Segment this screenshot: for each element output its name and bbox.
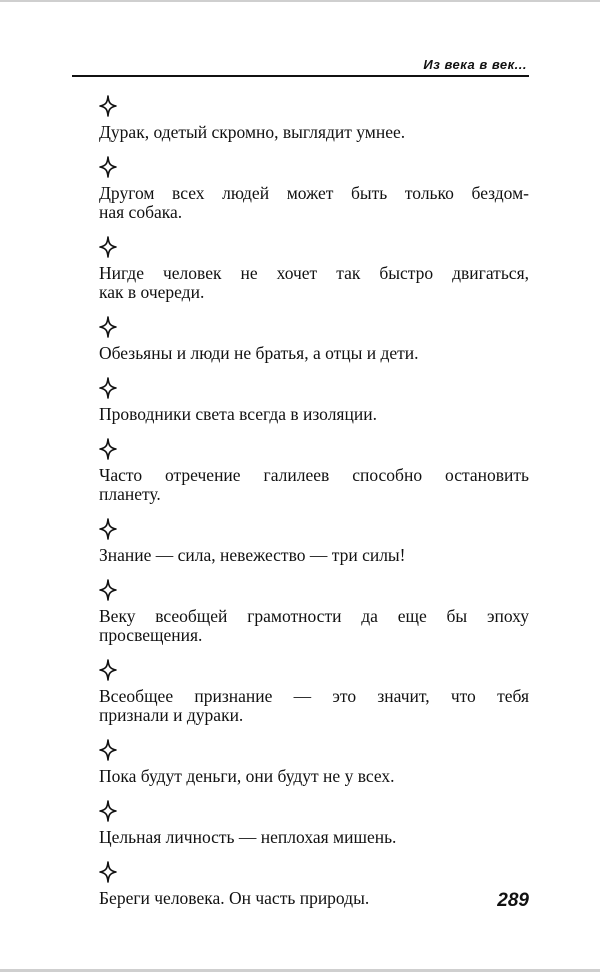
aphorism-line: Проводники света всегда в изоляции. [99,404,377,424]
four-point-star-icon [99,579,529,603]
aphorism-line: как в очереди. [99,282,205,302]
running-title: Из века в век... [423,57,527,72]
aphorism-line: Всеобщее признание — это значит, что тебя [99,686,529,706]
spacer [99,786,529,800]
aphorism-line: Знание — сила, невежество — три силы! [99,545,406,565]
aphorism [99,889,529,908]
spacer [99,847,529,861]
aphorism-list [99,95,529,922]
aphorism [99,828,529,847]
spacer [99,424,529,438]
aphorism [99,546,529,565]
aphorism [99,607,529,645]
aphorism-line: признали и дураки. [99,705,244,725]
spacer [99,565,529,579]
four-point-star-icon [99,861,529,885]
aphorism [99,184,529,222]
header-rule [72,75,529,77]
aphorism-line: Цельная личность — неплохая мишень. [99,827,397,847]
aphorism [99,767,529,786]
spacer [99,363,529,377]
aphorism [99,466,529,504]
aphorism-line: ная собака. [99,202,183,222]
running-header [72,57,529,77]
aphorism-line: Дурак, одетый скромно, выглядит умнее. [99,122,406,142]
aphorism [99,264,529,302]
spacer [99,142,529,156]
spacer [99,645,529,659]
aphorism-line: просвещения. [99,625,203,645]
aphorism [99,123,529,142]
aphorism-line: Другом всех людей может быть только бездом- [99,183,529,203]
aphorism-line: планету. [99,484,161,504]
spacer [99,302,529,316]
aphorism-line: Часто отречение галилеев способно остановить [99,465,529,485]
aphorism-line: Береги человека. Он часть природы. [99,888,370,908]
aphorism-line: Веку всеобщей грамотности да еще бы эпоху [99,606,529,626]
four-point-star-icon [99,518,529,542]
four-point-star-icon [99,156,529,180]
spacer [99,222,529,236]
aphorism [99,405,529,424]
four-point-star-icon [99,800,529,824]
four-point-star-icon [99,377,529,401]
top-border [0,0,600,2]
four-point-star-icon [99,95,529,119]
spacer [99,908,529,922]
spacer [99,725,529,739]
four-point-star-icon [99,438,529,462]
aphorism-line: Пока будут деньги, они будут не у всех. [99,766,395,786]
four-point-star-icon [99,659,529,683]
four-point-star-icon [99,236,529,260]
four-point-star-icon [99,739,529,763]
aphorism-line: Нигде человек не хочет так быстро двигаться, [99,263,529,283]
aphorism [99,687,529,725]
page-number: 289 [497,890,529,911]
aphorism-line: Обезьяны и люди не братья, а отцы и дети. [99,343,419,363]
four-point-star-icon [99,316,529,340]
spacer [99,504,529,518]
aphorism [99,344,529,363]
